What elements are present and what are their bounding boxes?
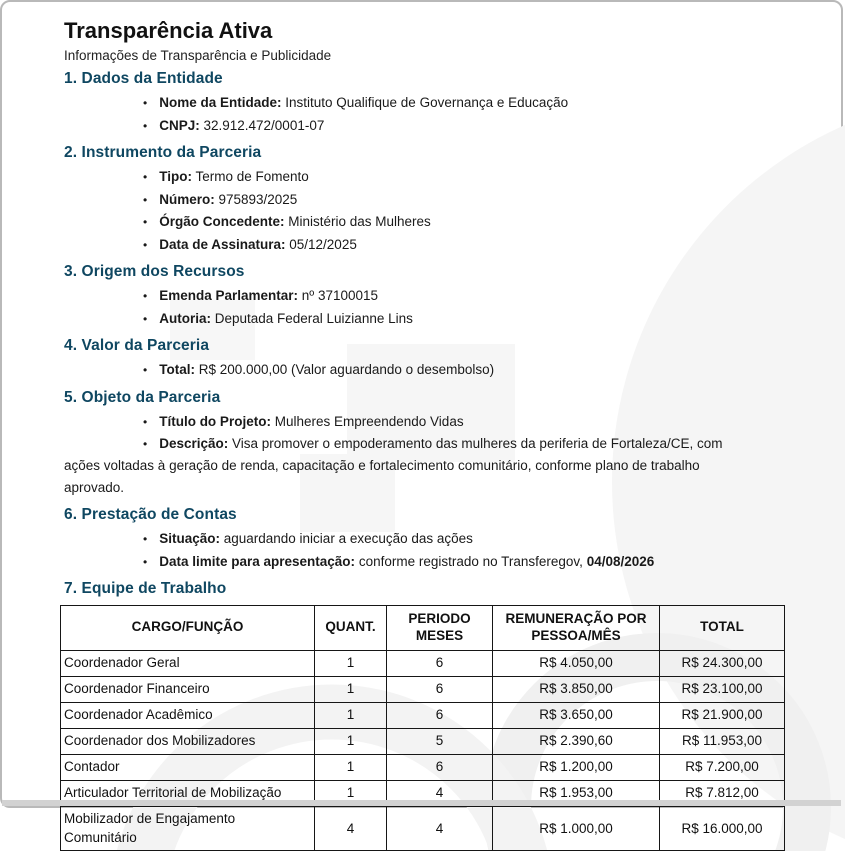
- cell-cargo: Articulador Territorial de Mobilização: [61, 780, 315, 806]
- item-value: 32.912.472/0001-07: [203, 117, 325, 133]
- table-row: [61, 676, 785, 702]
- table-header-row: [61, 606, 785, 651]
- cell-quant: 1: [315, 650, 387, 676]
- item-value: conforme registrado no Transferegov,: [358, 553, 583, 569]
- col-header-remuneracao: REMUNERAÇÃO POR PESSOA/MÊS: [493, 606, 660, 651]
- section-heading-equipe-trabalho: 7. Equipe de Trabalho: [64, 580, 227, 597]
- cell-periodo: 4: [387, 806, 493, 850]
- item-label: Data limite para apresentação:: [159, 553, 356, 569]
- item-value: Ministério das Mulheres: [288, 214, 431, 229]
- bullet-icon: •: [143, 96, 148, 110]
- cell-remuneracao: R$ 1.953,00: [493, 780, 660, 806]
- table-row: [61, 754, 785, 780]
- bullet-icon: •: [143, 118, 148, 133]
- list-item-autoria: [64, 308, 785, 331]
- list-item-tipo: [64, 166, 785, 189]
- document-content: [2, 2, 841, 851]
- item-label: Total:: [159, 362, 195, 377]
- bullet-icon: •: [143, 532, 148, 546]
- col-header-quant: QUANT.: [315, 606, 387, 651]
- list-item-data-limite: [64, 551, 785, 574]
- bullet-icon: •: [143, 215, 148, 229]
- item-value: Mulheres Empreendendo Vidas: [274, 413, 464, 429]
- item-value: Instituto Qualifique de Governança e Educação: [285, 95, 569, 110]
- cell-periodo: 4: [387, 780, 493, 806]
- cell-quant: 1: [315, 754, 387, 780]
- item-value: Deputada Federal Luizianne Lins: [214, 310, 413, 326]
- cell-cargo: Coordenador Financeiro: [61, 676, 315, 702]
- bullet-icon: •: [143, 237, 148, 252]
- page-subtitle: Informações de Transparência e Publicidade: [64, 48, 332, 63]
- cell-cargo: Coordenador Geral: [61, 650, 315, 676]
- item-label: Número:: [159, 191, 215, 207]
- item-label: Emenda Parlamentar:: [159, 288, 299, 303]
- section-heading-instrumento-parceria: 2. Instrumento da Parceria: [64, 144, 262, 161]
- item-value: Termo de Fomento: [195, 169, 309, 184]
- item-label: Órgão Concedente:: [159, 214, 285, 229]
- bullet-icon: •: [143, 170, 148, 184]
- list-item-cnpj: [64, 115, 785, 138]
- cell-total: R$ 16.000,00: [660, 806, 785, 850]
- cell-quant: 1: [315, 728, 387, 754]
- cell-remuneracao: R$ 2.390,60: [493, 728, 660, 754]
- item-value-bold-date: 04/08/2026: [586, 553, 655, 569]
- item-value: 975893/2025: [218, 191, 298, 207]
- section-heading-origem-recursos: 3. Origem dos Recursos: [64, 263, 245, 280]
- item-value: aguardando iniciar a execução das ações: [223, 531, 473, 546]
- cell-cargo: Coordenador dos Mobilizadores: [61, 728, 315, 754]
- cell-quant: 4: [315, 806, 387, 850]
- list-item-emenda-parlamentar: [64, 285, 785, 308]
- table-row: [61, 728, 785, 754]
- section-heading-prestacao-contas: 6. Prestação de Contas: [64, 506, 237, 523]
- cell-cargo: Coordenador Acadêmico: [61, 702, 315, 728]
- bullet-icon: •: [143, 192, 148, 207]
- bullet-icon: •: [143, 289, 148, 303]
- section-heading-dados-entidade: 1. Dados da Entidade: [64, 70, 223, 87]
- cell-cargo: Mobilizador de Engajamento Comunitário: [61, 806, 315, 850]
- bullet-icon: •: [143, 437, 148, 451]
- list-item-numero: [64, 189, 785, 212]
- bottom-edge-strip: [2, 800, 841, 806]
- list-item-descricao: [64, 433, 732, 499]
- cell-total: R$ 24.300,00: [660, 650, 785, 676]
- cell-total: R$ 7.200,00: [660, 754, 785, 780]
- cell-remuneracao: R$ 3.850,00: [493, 676, 660, 702]
- page-title: Transparência Ativa: [64, 18, 273, 43]
- item-label: Título do Projeto:: [159, 413, 271, 429]
- list-item-nome-entidade: [64, 92, 785, 115]
- cell-total: R$ 23.100,00: [660, 676, 785, 702]
- cell-remuneracao: R$ 4.050,00: [493, 650, 660, 676]
- bullet-icon: •: [143, 414, 148, 429]
- list-item-orgao-concedente: [64, 211, 785, 234]
- bullet-icon: •: [143, 363, 148, 377]
- col-header-cargo: CARGO/FUNÇÃO: [61, 606, 315, 651]
- list-item-situacao: [64, 528, 785, 551]
- cell-remuneracao: R$ 3.650,00: [493, 702, 660, 728]
- item-value: R$ 200.000,00 (Valor aguardando o desembolso): [198, 362, 495, 377]
- cell-periodo: 6: [387, 754, 493, 780]
- item-value: 05/12/2025: [289, 236, 357, 252]
- item-label: Situação:: [159, 531, 220, 546]
- cell-quant: 1: [315, 702, 387, 728]
- bullet-icon: •: [143, 554, 148, 569]
- bullet-icon: •: [143, 311, 148, 326]
- col-header-total: TOTAL: [660, 606, 785, 651]
- cell-periodo: 6: [387, 702, 493, 728]
- item-label: Tipo:: [159, 169, 192, 184]
- item-label: Data de Assinatura:: [159, 236, 286, 252]
- item-label: CNPJ:: [159, 117, 200, 133]
- item-label: Nome da Entidade:: [159, 95, 282, 110]
- table-row: [61, 702, 785, 728]
- cell-quant: 1: [315, 780, 387, 806]
- item-label: Autoria:: [159, 310, 211, 326]
- work-team-table: [60, 605, 785, 851]
- list-item-titulo-projeto: [64, 411, 785, 434]
- cell-remuneracao: R$ 1.200,00: [493, 754, 660, 780]
- table-row: [61, 806, 785, 850]
- item-value: nº 37100015: [301, 288, 379, 303]
- list-item-data-assinatura: [64, 234, 785, 257]
- cell-periodo: 5: [387, 728, 493, 754]
- item-label: Descrição:: [159, 436, 229, 451]
- cell-total: R$ 21.900,00: [660, 702, 785, 728]
- cell-remuneracao: R$ 1.000,00: [493, 806, 660, 850]
- list-item-total: [64, 359, 785, 382]
- col-header-periodo: PERIODO MESES: [387, 606, 493, 651]
- cell-cargo: Contador: [61, 754, 315, 780]
- cell-total: R$ 7.812,00: [660, 780, 785, 806]
- cell-periodo: 6: [387, 650, 493, 676]
- section-heading-valor-parceria: 4. Valor da Parceria: [64, 337, 210, 354]
- cell-quant: 1: [315, 676, 387, 702]
- cell-periodo: 6: [387, 676, 493, 702]
- table-row: [61, 650, 785, 676]
- section-heading-objeto-parceria: 5. Objeto da Parceria: [64, 388, 221, 406]
- item-value: Visa promover o empoderamento das mulheres da periferia de Fortaleza/CE, com ações voltadas à geração de renda, capacitação e fortalecimento comunitário, conforme plano de trabalho aprovado.: [64, 436, 723, 495]
- cell-total: R$ 11.953,00: [660, 728, 785, 754]
